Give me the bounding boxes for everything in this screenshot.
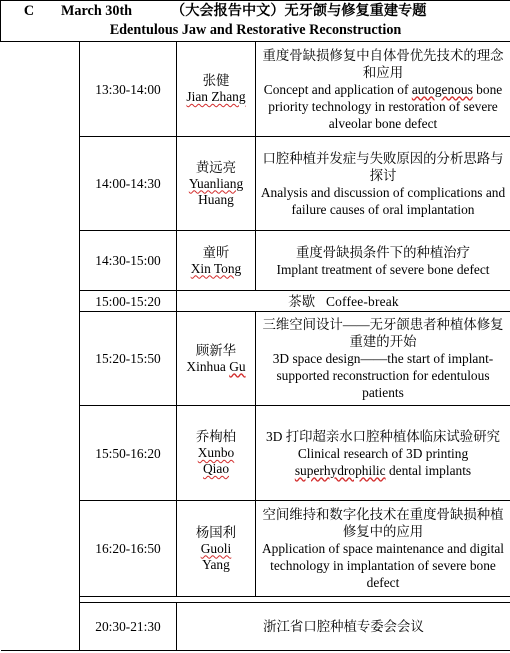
- topic-cn: 三维空间设计——无牙颌患者种植体修复重建的开始: [262, 317, 504, 349]
- speaker-name-cn: 顾新华: [195, 342, 237, 358]
- session-topic: [256, 312, 510, 406]
- topic-cn: 3D 打印超亲水口腔种植体临床试验研究: [266, 428, 500, 444]
- topic-en: [258, 445, 508, 479]
- evening-label: 浙江省口腔种植专委会会议: [177, 603, 510, 651]
- speaker-name-cn: 张健: [202, 73, 230, 88]
- section-title-en: Edentulous Jaw and Restorative Reconstruction: [109, 22, 402, 38]
- tail-row: [1, 651, 510, 652]
- evening-time: 20:30-21:30: [80, 603, 177, 651]
- topic-en: Implant treatment of severe bone defect: [276, 261, 490, 277]
- topic-en: [258, 81, 508, 132]
- topic-en-spellcheck-word: superhydrophilic: [294, 462, 386, 478]
- section-header-row: [1, 1, 510, 42]
- speaker-name-en: Xin Tong: [190, 260, 242, 276]
- speaker-name-en: Guoli: [200, 540, 232, 556]
- session-time: 14:00-14:30: [80, 137, 177, 231]
- topic-cn: 重度骨缺损修复中自体骨优先技术的理念和应用: [262, 47, 504, 80]
- topic-en-part: Concept and application of: [263, 81, 409, 97]
- speaker-name-en-spellcheck-word: Gu: [229, 358, 246, 374]
- session-topic: [256, 137, 510, 231]
- session-topic: [256, 231, 510, 291]
- section-date: March 30th: [61, 3, 133, 19]
- session-time: 14:30-15:00: [80, 231, 177, 291]
- speaker-name-en: [186, 359, 245, 374]
- session-speaker: [177, 406, 256, 501]
- table-row: [1, 42, 510, 137]
- topic-en-spellcheck-word: autogenous: [411, 81, 473, 97]
- session-time: 16:20-16:50: [80, 501, 177, 597]
- session-time: 15:20-15:50: [80, 312, 177, 406]
- speaker-name-cn: 杨国利: [195, 524, 237, 540]
- speaker-name-cn: 乔栒柏: [195, 429, 237, 444]
- topic-en-part: bone priority technology in restoration of severe alveolar bone defect: [268, 81, 503, 131]
- session-time: 13:30-14:00: [80, 42, 177, 137]
- topic-en-part: Clinical research of 3D printing: [297, 445, 469, 461]
- session-speaker: [177, 137, 256, 231]
- session-topic: [256, 501, 510, 597]
- left-blank-column: [1, 42, 80, 651]
- break-time: 15:00-15:20: [80, 291, 177, 312]
- speaker-name-en: Jian Zhang: [186, 89, 246, 104]
- break-label: 茶歇 Coffee-break: [177, 291, 510, 312]
- section-code: C: [23, 3, 35, 19]
- speaker-name-en: Huang: [198, 191, 234, 207]
- section-title-cn: （大会报告中文）无牙颌与修复重建专题: [171, 3, 427, 19]
- session-speaker: [177, 312, 256, 406]
- session-speaker: [177, 42, 256, 137]
- speaker-name-cn: 黄远亮: [195, 159, 237, 175]
- topic-cn: 重度骨缺损条件下的种植治疗: [295, 244, 471, 260]
- topic-cn: 空间维持和数字化技术在重度骨缺损种植修复中的应用: [262, 507, 504, 539]
- section-header: [1, 1, 510, 42]
- topic-cn: 口腔种植并发症与失败原因的分析思路与探讨: [262, 150, 504, 183]
- speaker-name-en-part: Xinhua: [186, 358, 226, 374]
- speaker-name-en: Xunbo: [197, 445, 235, 460]
- topic-en: 3D space design——the start of implant-supported reconstruction for edentulous patients: [272, 351, 494, 400]
- topic-en: Application of space maintenance and digital technology in implantation of severe bone defect: [261, 541, 505, 590]
- session-speaker: [177, 501, 256, 597]
- session-topic: [256, 406, 510, 501]
- session-time: 15:50-16:20: [80, 406, 177, 501]
- topic-en: Analysis and discussion of complications and failure causes of oral implantation: [260, 184, 506, 217]
- tail-cell: [1, 651, 256, 652]
- session-topic: [256, 42, 510, 137]
- speaker-name-cn: 童昕: [202, 244, 230, 260]
- speaker-name-en: Yang: [202, 556, 230, 572]
- session-speaker: [177, 231, 256, 291]
- topic-en-part: dental implants: [388, 462, 472, 478]
- speaker-name-en: Yuanliang: [188, 175, 244, 191]
- speaker-name-en: Qiao: [202, 461, 230, 476]
